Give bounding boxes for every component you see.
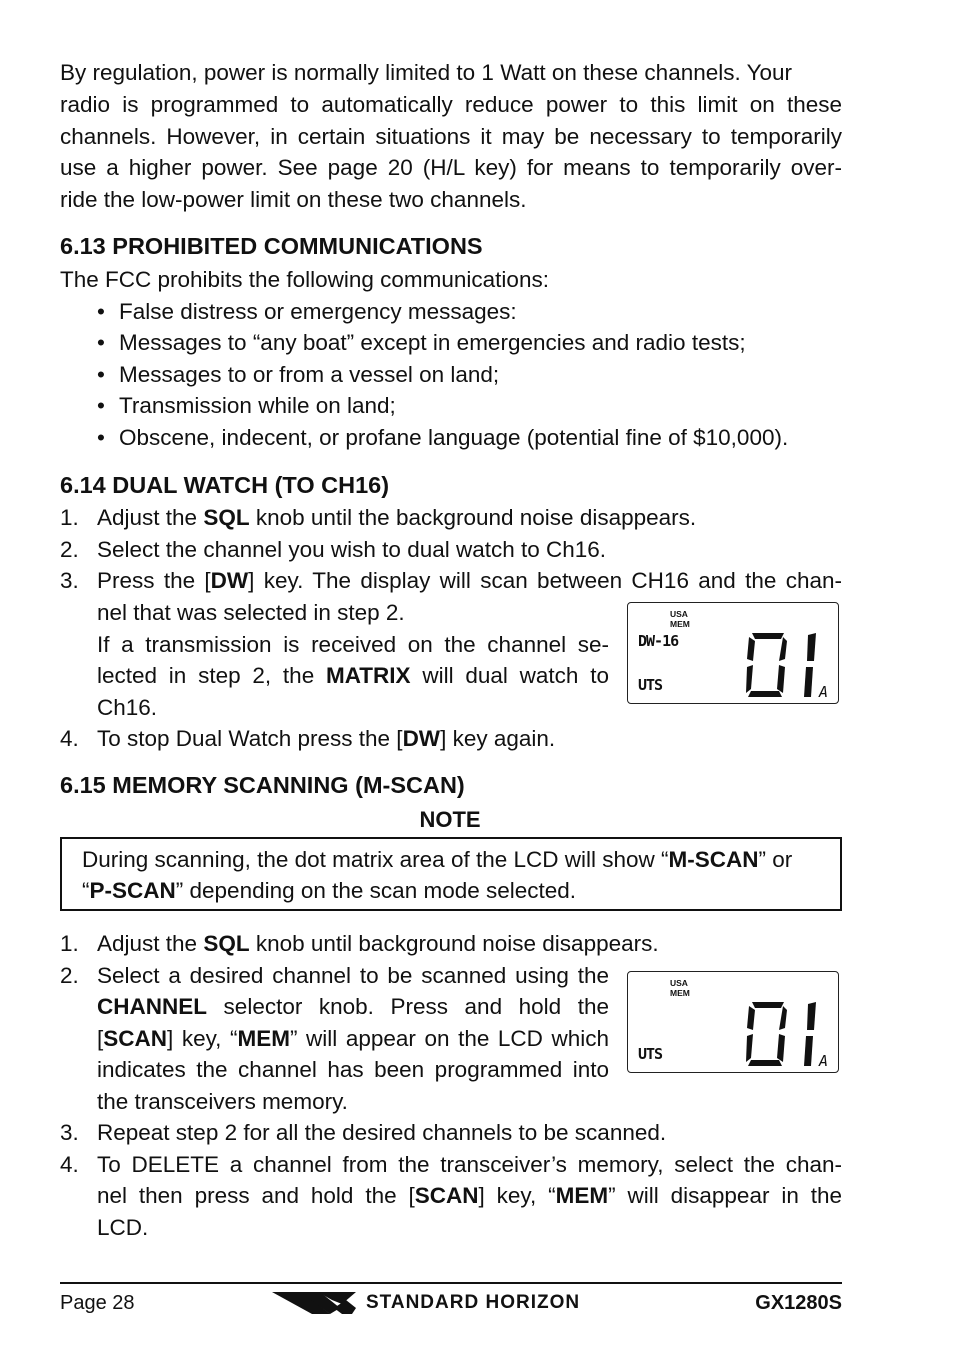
lcd-usa-mem-indicator: USA MEM <box>670 609 690 629</box>
footer-rule <box>60 1282 842 1284</box>
mscan-step-2-line-4: indicates the channel has been programmed into <box>97 1057 609 1082</box>
lcd-usa-mem-indicator: USA MEM <box>670 978 690 998</box>
mscan-step-4-line-2: nel then press and hold the [SCAN] key, “MEM” will disappear in the <box>97 1183 843 1208</box>
intro-line-3: channels. However, in certain situations it may be necessary to temporarily <box>60 124 842 149</box>
dw-step-3-line-4: lected in step 2, the MATRIX will dual watch to <box>97 663 609 688</box>
mscan-step-2-line-2: CHANNEL selector knob. Press and hold the <box>97 994 609 1019</box>
dw-step-3-line-3: If a transmission is received on the channel se- <box>97 632 609 657</box>
bullet-item: • False distress or emergency messages: <box>97 299 517 324</box>
lcd-channel-digits-icon <box>746 998 834 1068</box>
bullet-item: • Obscene, indecent, or profane language (potential fine of $10,000). <box>97 425 789 450</box>
brand-logo <box>272 1288 581 1324</box>
section-613-lead: The FCC prohibits the following communications: <box>60 267 549 292</box>
step-number: 1. <box>60 505 79 530</box>
note-label: NOTE <box>419 807 481 832</box>
brand-name: STANDARD HORIZON <box>366 1292 581 1313</box>
lcd-matrix-text: DW-16 <box>638 632 679 650</box>
bullet-item: • Messages to or from a vessel on land; <box>97 362 500 387</box>
mscan-step-4-line-3: LCD. <box>97 1215 149 1240</box>
mscan-step-1: Adjust the SQL knob until background noise disappears. <box>97 931 659 956</box>
step-number: 2. <box>60 963 79 988</box>
bullet-item: • Messages to “any boat” except in emergencies and radio tests; <box>97 330 746 355</box>
dw-step-1: Adjust the SQL knob until the background noise disappears. <box>97 505 697 530</box>
lcd-display-dual-watch <box>627 602 839 704</box>
lcd-mode-text: UTS <box>638 676 663 694</box>
intro-line-4: use a higher power. See page 20 (H/L key) for means to temporarily over- <box>60 155 842 180</box>
step-number: 3. <box>60 1120 79 1145</box>
step-number: 2. <box>60 537 79 562</box>
page-number: Page 28 <box>60 1292 135 1314</box>
lcd-mode-text: UTS <box>638 1045 663 1063</box>
intro-line-2: radio is programmed to automatically reduce power to this limit on these <box>60 92 842 117</box>
lcd-channel-digits-icon <box>746 629 834 699</box>
dw-step-2: Select the channel you wish to dual watch to Ch16. <box>97 537 607 562</box>
step-number: 1. <box>60 931 79 956</box>
dw-step-3-line-2: nel that was selected in step 2. <box>97 600 405 625</box>
mscan-step-3: Repeat step 2 for all the desired channels to be scanned. <box>97 1120 667 1145</box>
mscan-step-4-line-1: To DELETE a channel from the transceiver’s memory, select the chan- <box>97 1152 842 1177</box>
dw-step-3-line-1: Press the [DW] key. The display will scan between CH16 and the chan- <box>97 568 842 593</box>
standard-horizon-logo-icon <box>272 1288 362 1318</box>
step-number: 3. <box>60 568 79 593</box>
step-number: 4. <box>60 1152 79 1177</box>
lcd-suffix: A <box>819 683 829 699</box>
section-614-heading: 6.14 DUAL WATCH (TO CH16) <box>60 472 390 498</box>
intro-line-5: ride the low-power limit on these two channels. <box>60 187 527 212</box>
step-number: 4. <box>60 726 79 751</box>
model-number: GX1280S <box>755 1292 842 1314</box>
mscan-step-2-line-1: Select a desired channel to be scanned using the <box>97 963 609 988</box>
dw-step-3-line-5: Ch16. <box>97 695 158 720</box>
section-613-heading: 6.13 PROHIBITED COMMUNICATIONS <box>60 233 483 259</box>
lcd-display-memory <box>627 971 839 1073</box>
note-line-2: “P-SCAN” depending on the scan mode selected. <box>82 878 577 903</box>
lcd-suffix: A <box>819 1052 829 1068</box>
section-615-heading: 6.15 MEMORY SCANNING (M-SCAN) <box>60 772 465 798</box>
mscan-step-2-line-3: [SCAN] key, “MEM” will appear on the LCD which <box>97 1026 609 1051</box>
note-line-1: During scanning, the dot matrix area of the LCD will show “M-SCAN” or <box>82 847 793 872</box>
mscan-step-2-line-5: the transceivers memory. <box>97 1089 348 1114</box>
intro-line-1: By regulation, power is normally limited to 1 Watt on these channels. Your <box>60 60 793 85</box>
note-box <box>60 837 842 911</box>
bullet-item: • Transmission while on land; <box>97 393 396 418</box>
dw-step-4: To stop Dual Watch press the [DW] key again. <box>97 726 556 751</box>
